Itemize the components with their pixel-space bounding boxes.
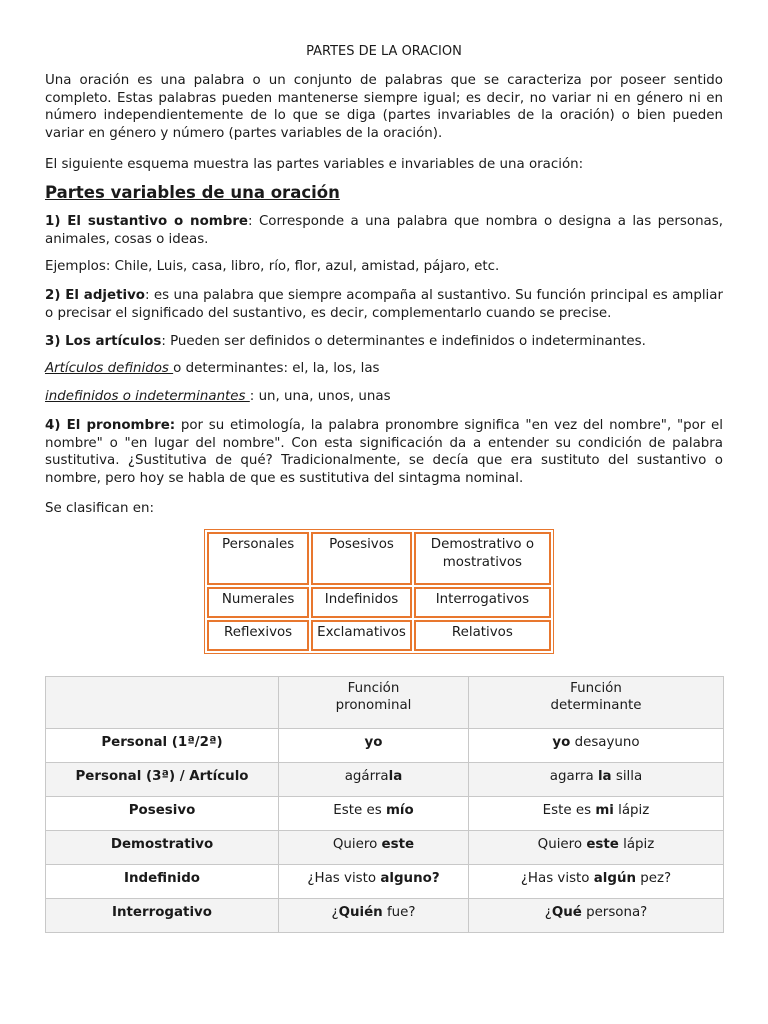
- articulos-paragraph: [45, 333, 723, 351]
- table-cell: Indefinidos: [311, 587, 412, 618]
- cell-bold: la: [597, 769, 612, 784]
- cell-pre: Este es: [542, 803, 596, 818]
- pronoun-function-table: [45, 676, 724, 933]
- articulos-label: 3) Los artículos: [45, 334, 162, 349]
- table-row: [207, 532, 551, 585]
- table-cell: [279, 865, 469, 899]
- cell-bold: Qué: [551, 905, 582, 920]
- cell-post: silla: [611, 769, 643, 784]
- table-row-heading: Personal (3ª) / Artículo: [46, 763, 279, 797]
- table-cell: [279, 763, 469, 797]
- cell-post: fue?: [382, 905, 416, 920]
- cell-post: persona?: [581, 905, 648, 920]
- table-row: [207, 587, 551, 618]
- pronombre-text: por su etimología, la palabra pronombre significa "en vez del nombre", "por el nombre" o "en lugar del nombre". Con esta significación da a entender su condición de palabra sustitutiva. ¿Sustitutiva de qué? Tradicionalmente, se decía que era sustituto del sustantivo o nombre, pero hoy se habla de que es sustitutiva del sintagma nominal.: [45, 418, 723, 486]
- table-row: [207, 620, 551, 651]
- pronombre-clasifican: Se clasifican en:: [45, 501, 154, 516]
- intro-scheme-note: El siguiente esquema muestra las partes variables e invariables de una oración:: [45, 157, 584, 172]
- cell-bold: mío: [385, 803, 414, 818]
- cell-pre: ¿Has visto: [520, 871, 594, 886]
- cell-pre: agarra: [549, 769, 598, 784]
- cell-pre: Este es: [333, 803, 386, 818]
- articulos-indefinidos-label: indefinidos o indeterminantes: [45, 389, 250, 404]
- table-cell: [469, 899, 724, 933]
- table-cell: [279, 797, 469, 831]
- adjetivo-text: : es una palabra que siempre acompaña al sustantivo. Su función principal es ampliar o precisar el significado del sustantivo, es decir, complementarlo cuando se precise.: [45, 288, 723, 321]
- table-cell: [279, 729, 469, 763]
- articulos-indefinidos-text: : un, una, unos, unas: [249, 389, 391, 404]
- table-cell: [469, 763, 724, 797]
- table-row-heading: Indefinido: [46, 865, 279, 899]
- table-cell: [279, 831, 469, 865]
- cell-bold: este: [586, 837, 619, 852]
- table-row: [46, 865, 724, 899]
- table-row-heading: Interrogativo: [46, 899, 279, 933]
- table-cell: Interrogativos: [414, 587, 551, 618]
- articulos-definidos-label: Artículos definidos: [45, 361, 174, 376]
- cell-bold: yo: [364, 735, 383, 750]
- table-cell: [469, 797, 724, 831]
- table-row: [46, 899, 724, 933]
- table-cell: Reflexivos: [207, 620, 309, 651]
- table-cell: [279, 899, 469, 933]
- cell-bold: yo: [552, 735, 571, 750]
- intro-paragraph: Una oración es una palabra o un conjunto de palabras que se caracteriza por poseer sentido completo. Estas palabras pueden mantenerse siempre igual; es decir, no variar ni en género ni en número independientemente de lo que se diga (partes invariables de la oración) o bien pueden variar en género y número (partes variables de la oración).: [45, 73, 723, 141]
- articulos-definidos-text: o determinantes: el, la, los, las: [173, 361, 380, 376]
- table-row: [46, 729, 724, 763]
- document-title: PARTES DE LA ORACION: [306, 44, 462, 59]
- table-header-cell: Función pronominal: [279, 677, 469, 729]
- table-cell: [469, 729, 724, 763]
- table-cell: [469, 865, 724, 899]
- table-row: [46, 797, 724, 831]
- cell-post: lápiz: [618, 837, 655, 852]
- cell-post: desayuno: [570, 735, 640, 750]
- articulos-text: : Pueden ser definidos o determinantes e indefinidos o indeterminantes.: [161, 334, 646, 349]
- adjetivo-paragraph: [45, 287, 723, 322]
- cell-bold: este: [381, 837, 415, 852]
- sustantivo-text: : Corresponde a una palabra que nombra o designa a las personas, animales, cosas o ideas.: [45, 214, 723, 247]
- table-row-heading: Posesivo: [46, 797, 279, 831]
- cell-pre: ¿Has visto: [307, 871, 381, 886]
- table-row-heading: Demostrativo: [46, 831, 279, 865]
- cell-post: pez?: [636, 871, 672, 886]
- table-cell: Numerales: [207, 587, 309, 618]
- table-cell: Personales: [207, 532, 309, 585]
- cell-bold: algún: [593, 871, 637, 886]
- table-cell: [469, 831, 724, 865]
- sustantivo-paragraph: [45, 213, 723, 248]
- table-row: [46, 831, 724, 865]
- table-header-row: [46, 677, 724, 729]
- articulos-indefinidos: [45, 388, 723, 406]
- cell-post: lápiz: [613, 803, 650, 818]
- pronombre-paragraph: [45, 417, 723, 487]
- table-cell: Relativos: [414, 620, 551, 651]
- cell-pre: Quiero: [537, 837, 587, 852]
- adjetivo-label: 2) El adjetivo: [45, 288, 145, 303]
- cell-pre: agárra: [344, 769, 389, 784]
- articulos-definidos: [45, 360, 723, 378]
- cell-pre: Quiero: [332, 837, 382, 852]
- cell-pre: ¿: [331, 905, 339, 920]
- cell-bold: la: [388, 769, 403, 784]
- cell-bold: Quién: [338, 905, 383, 920]
- pronombre-label: 4) El pronombre:: [45, 418, 176, 433]
- cell-bold: mi: [595, 803, 614, 818]
- table-header-cell: Función determinante: [469, 677, 724, 729]
- pronoun-class-table: [204, 529, 554, 654]
- table-header-cell: [46, 677, 279, 729]
- cell-bold: alguno?: [380, 871, 440, 886]
- section-heading: Partes variables de una oración: [45, 183, 340, 202]
- table-row-heading: Personal (1ª/2ª): [46, 729, 279, 763]
- table-cell: Demostrativo o mostrativos: [414, 532, 551, 585]
- cell-pre: ¿: [544, 905, 552, 920]
- table-row: [46, 763, 724, 797]
- table-cell: Posesivos: [311, 532, 412, 585]
- sustantivo-examples: Ejemplos: Chile, Luis, casa, libro, río, flor, azul, amistad, pájaro, etc.: [45, 259, 500, 274]
- sustantivo-label: 1) El sustantivo o nombre: [45, 214, 249, 229]
- table-cell: Exclamativos: [311, 620, 412, 651]
